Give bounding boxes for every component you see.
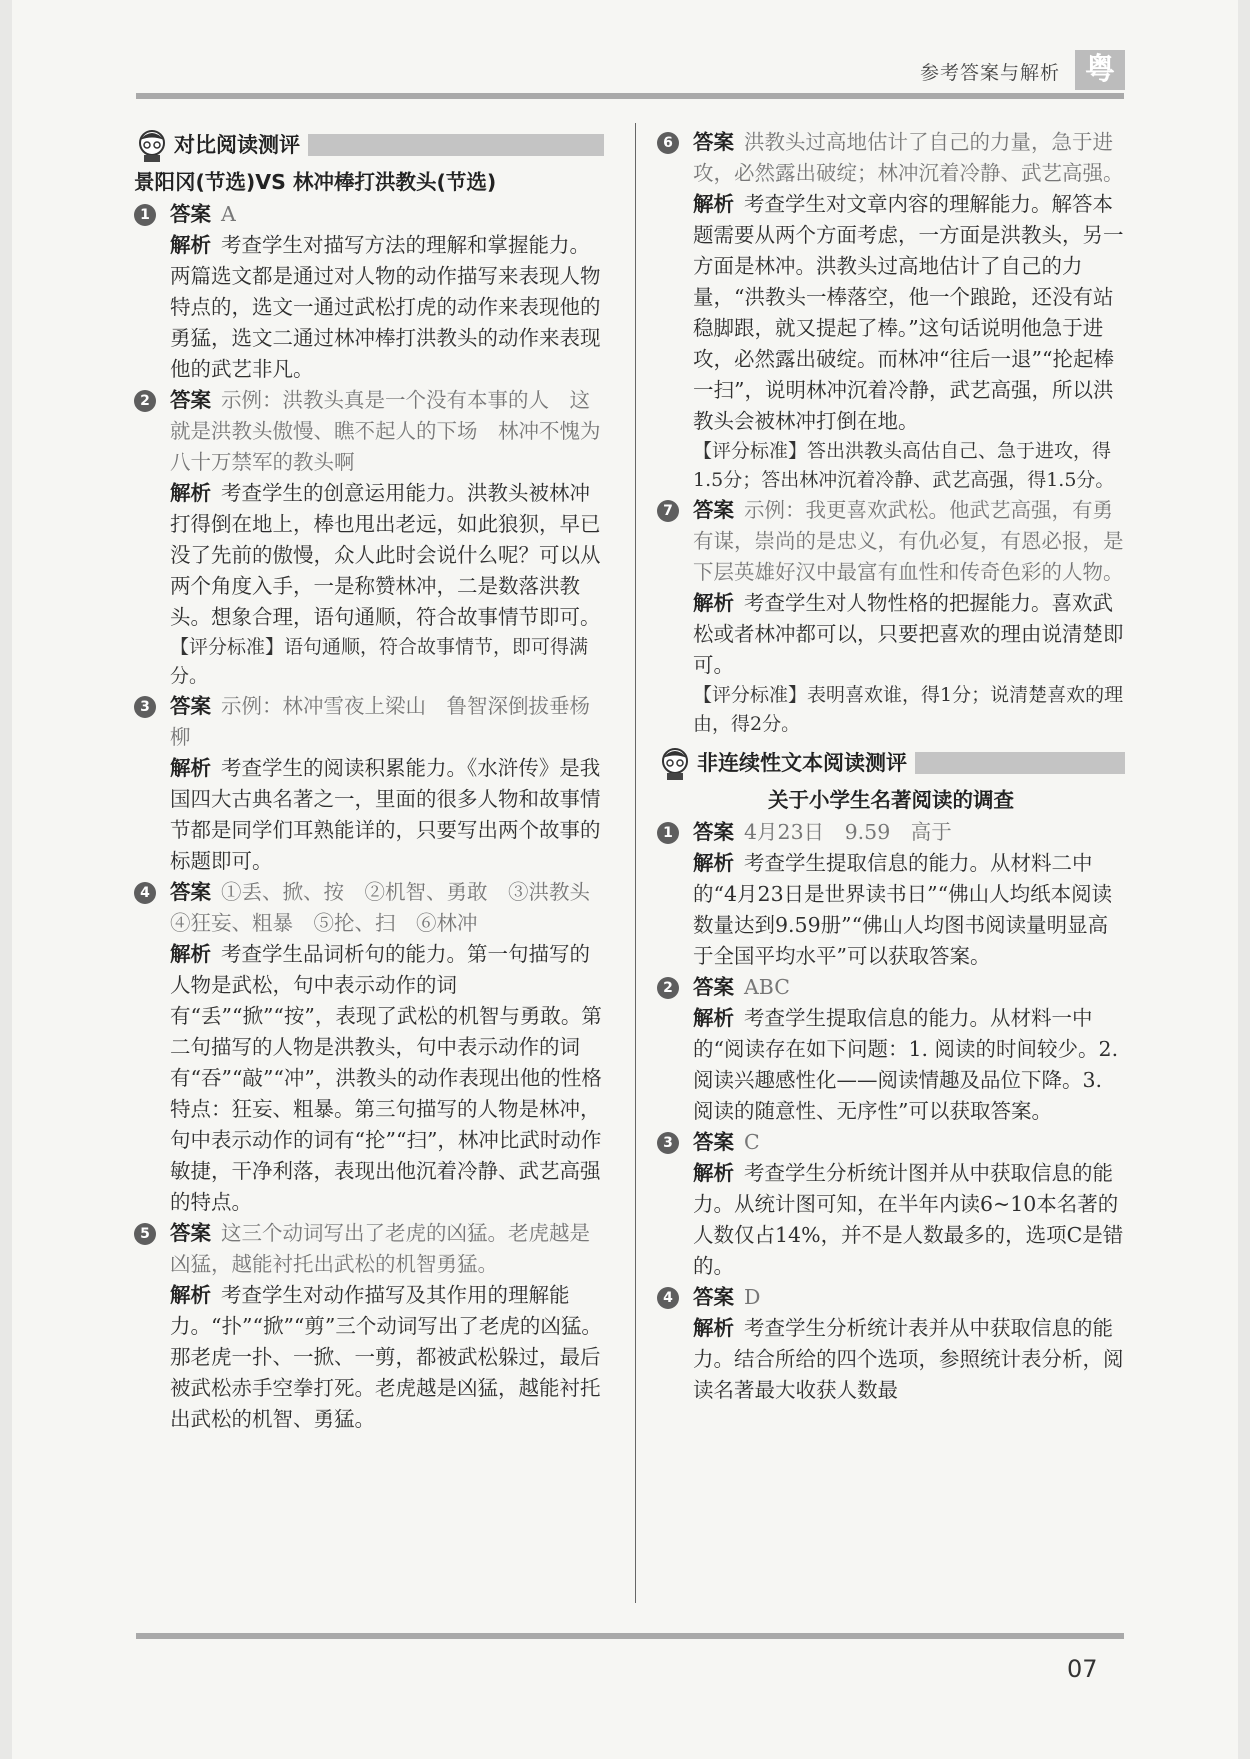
- question-number: 6: [657, 132, 679, 154]
- question-number: 2: [134, 390, 156, 412]
- answer-text: 4月23日 9.59 高于: [744, 820, 952, 844]
- analysis-label: 解析: [170, 942, 211, 966]
- answer-label: 答案: [693, 1285, 734, 1309]
- answer-label: 答案: [693, 975, 734, 999]
- answer-text: 示例：洪教头真是一个没有本事的人 这就是洪教头傲慢、瞧不起人的下场 林冲不愧为八十万禁军的教头啊: [170, 388, 601, 474]
- scoring-standard: 【评分标准】表明喜欢谁，得1分；说清楚喜欢的理由，得2分。: [693, 684, 1124, 735]
- answer-item: [134, 385, 604, 691]
- answer-list: [134, 199, 611, 1435]
- answer-text: D: [744, 1285, 761, 1309]
- column-divider: [635, 123, 636, 1603]
- question-number: 3: [657, 1132, 679, 1154]
- answer-item: [134, 877, 611, 1218]
- answer-item: [134, 199, 604, 385]
- answer-label: 答案: [170, 388, 211, 412]
- question-number: 5: [134, 1223, 156, 1245]
- answer-list: [657, 817, 1125, 1406]
- analysis-text: 考查学生的阅读积累能力。《水浒传》是我国四大古典名著之一，里面的很多人物和故事情节都是同学们耳熟能详的，只要写出两个故事的标题即可。: [170, 756, 601, 873]
- answer-list: [657, 127, 1125, 739]
- answer-item: [134, 691, 604, 877]
- student-mascot-icon: [134, 128, 170, 162]
- scoring-standard: 【评分标准】答出洪教头高估自己、急于进攻，得1.5分；答出林冲沉着冷静、武艺高强，得1.5分。: [693, 440, 1115, 491]
- answer-item: [657, 1127, 1125, 1282]
- analysis-label: 解析: [170, 233, 211, 257]
- analysis-label: 解析: [170, 1283, 211, 1307]
- analysis-text: 考查学生的创意运用能力。洪教头被林冲打得倒在地上，棒也甩出老远，如此狼狈，早已没了先前的傲慢，众人此时会说什么呢？可以从两个角度入手，一是称赞林冲，二是数落洪教头。想象合理，语句通顺，符合故事情节即可。: [170, 481, 601, 629]
- analysis-label: 解析: [693, 192, 734, 216]
- answer-item: [657, 972, 1125, 1127]
- analysis-text: 考查学生对动作描写及其作用的理解能力。“扑”“掀”“剪”三个动词写出了老虎的凶猛。那老虎一扑、一掀、一剪，都被武松躲过，最后被武松赤手空拳打死。老虎越是凶猛，越能衬托出武松的机智、勇猛。: [170, 1283, 602, 1431]
- analysis-label: 解析: [170, 756, 211, 780]
- passage-title: 关于小学生名著阅读的调查: [768, 788, 1014, 812]
- answer-label: 答案: [693, 1130, 734, 1154]
- analysis-label: 解析: [693, 1316, 734, 1340]
- question-number: 3: [134, 696, 156, 718]
- right-column: [657, 127, 1125, 1406]
- analysis-label: 解析: [693, 851, 734, 875]
- section-heading: [134, 127, 604, 163]
- analysis-text: 考查学生对文章内容的理解能力。解答本题需要从两个方面考虑，一方面是洪教头，另一方面是林冲。洪教头过高地估计了自己的力量，“洪教头一棒落空，他一个踉跄，还没有站稳脚跟，就又提起了棒。”这句话说明他急于进攻，必然露出破绽。而林冲“往后一退”“抡起棒一扫”，说明林冲沉着冷静，武艺高强，所以洪教头会被林冲打倒在地。: [693, 192, 1124, 433]
- answer-label: 答案: [170, 694, 211, 718]
- answer-label: 答案: [693, 130, 734, 154]
- answer-item: [657, 127, 1125, 495]
- section-title: 对比阅读测评: [174, 132, 300, 157]
- answer-text: 这三个动词写出了老虎的凶猛。老虎越是凶猛，越能衬托出武松的机智勇猛。: [170, 1221, 590, 1276]
- answer-item: [657, 817, 1125, 972]
- answer-label: 答案: [170, 880, 211, 904]
- answer-text: C: [744, 1130, 760, 1154]
- analysis-label: 解析: [693, 591, 734, 615]
- answer-text: 示例：林冲雪夜上梁山 鲁智深倒拔垂杨柳: [170, 694, 590, 749]
- analysis-text: 考查学生对描写方法的理解和掌握能力。两篇选文都是通过对人物的动作描写来表现人物特点的，选文一通过武松打虎的动作来表现他的勇猛，选文二通过林冲棒打洪教头的动作来表现他的武艺非凡。: [170, 233, 601, 381]
- answer-text: ①丢、掀、按 ②机智、勇敢 ③洪教头 ④狂妄、粗暴 ⑤抡、扫 ⑥林冲: [170, 880, 611, 935]
- answer-text: 洪教头过高地估计了自己的力量，急于进攻，必然露出破绽；林冲沉着冷静、武艺高强。: [693, 130, 1124, 185]
- answer-label: 答案: [693, 820, 734, 844]
- analysis-text: 考查学生对人物性格的把握能力。喜欢武松或者林冲都可以，只要把喜欢的理由说清楚即可。: [693, 591, 1124, 677]
- question-number: 4: [657, 1287, 679, 1309]
- question-number: 1: [657, 822, 679, 844]
- scoring-standard: 【评分标准】语句通顺，符合故事情节，即可得满分。: [170, 636, 589, 687]
- left-column: [134, 127, 611, 1435]
- answer-text: A: [221, 202, 236, 226]
- analysis-label: 解析: [693, 1161, 734, 1185]
- answer-text: 示例：我更喜欢武松。他武艺高强，有勇有谋，崇尚的是忠义，有仇必复，有恩必报，是下层英雄好汉中最富有血性和传奇色彩的人物。: [693, 498, 1124, 584]
- answer-item: [134, 1218, 604, 1435]
- answer-label: 答案: [170, 1221, 211, 1245]
- section-title: 非连续性文本阅读测评: [697, 750, 907, 775]
- question-number: 1: [134, 204, 156, 226]
- analysis-text: 考查学生品词析句的能力。第一句描写的人物是武松，句中表示动作的词有“丢”“掀”“按”，表现了武松的机智与勇敢。第二句描写的人物是洪教头，句中表示动作的词有“吞”“敲”“冲”，洪教头的动作表现出他的性格特点：狂妄、粗暴。第三句描写的人物是林冲，句中表示动作的词有“抡”“扫”，林冲比武时动作敏捷，干净利落，表现出他沉着冷静、武艺高强的特点。: [170, 942, 602, 1214]
- question-number: 7: [657, 500, 679, 522]
- analysis-text: 考查学生提取信息的能力。从材料一中的“阅读存在如下问题：1. 阅读的时间较少。2. 阅读兴趣感性化——阅读情趣及品位下降。3. 阅读的随意性、无序性”可以获取答案。: [693, 1006, 1119, 1123]
- header-title: 参考答案与解析: [920, 62, 1061, 84]
- student-mascot-icon: [657, 746, 693, 780]
- analysis-text: 考查学生分析统计表并从中获取信息的能力。结合所给的四个选项，参照统计表分析，阅读名著最大收获人数最: [693, 1316, 1124, 1402]
- analysis-text: 考查学生分析统计图并从中获取信息的能力。从统计图可知，在半年内读6~10本名著的人数仅占14%，并不是人数最多的，选项C是错的。: [693, 1161, 1124, 1278]
- footer-rule: [136, 1633, 1124, 1639]
- answer-text: ABC: [744, 975, 790, 999]
- answer-item: [657, 1282, 1125, 1406]
- header-rule: [136, 93, 1124, 99]
- section-bar: [308, 134, 604, 156]
- page-number: 07: [1067, 1655, 1098, 1683]
- analysis-label: 解析: [693, 1006, 734, 1030]
- question-number: 4: [134, 882, 156, 904]
- header-badge: 粤: [1075, 50, 1125, 90]
- passage-title: 景阳冈(节选)VS 林冲棒打洪教头(节选): [134, 170, 497, 194]
- answer-label: 答案: [693, 498, 734, 522]
- analysis-text: 考查学生提取信息的能力。从材料二中的“4月23日是世界读书日”“佛山人均纸本阅读数量达到9.59册”“佛山人均图书阅读量明显高于全国平均水平”可以获取答案。: [693, 851, 1113, 968]
- answer-item: [657, 495, 1125, 739]
- section-heading: [657, 745, 1125, 781]
- answer-label: 答案: [170, 202, 211, 226]
- question-number: 2: [657, 977, 679, 999]
- section-bar: [915, 752, 1125, 774]
- analysis-label: 解析: [170, 481, 211, 505]
- page: [12, 0, 1238, 1759]
